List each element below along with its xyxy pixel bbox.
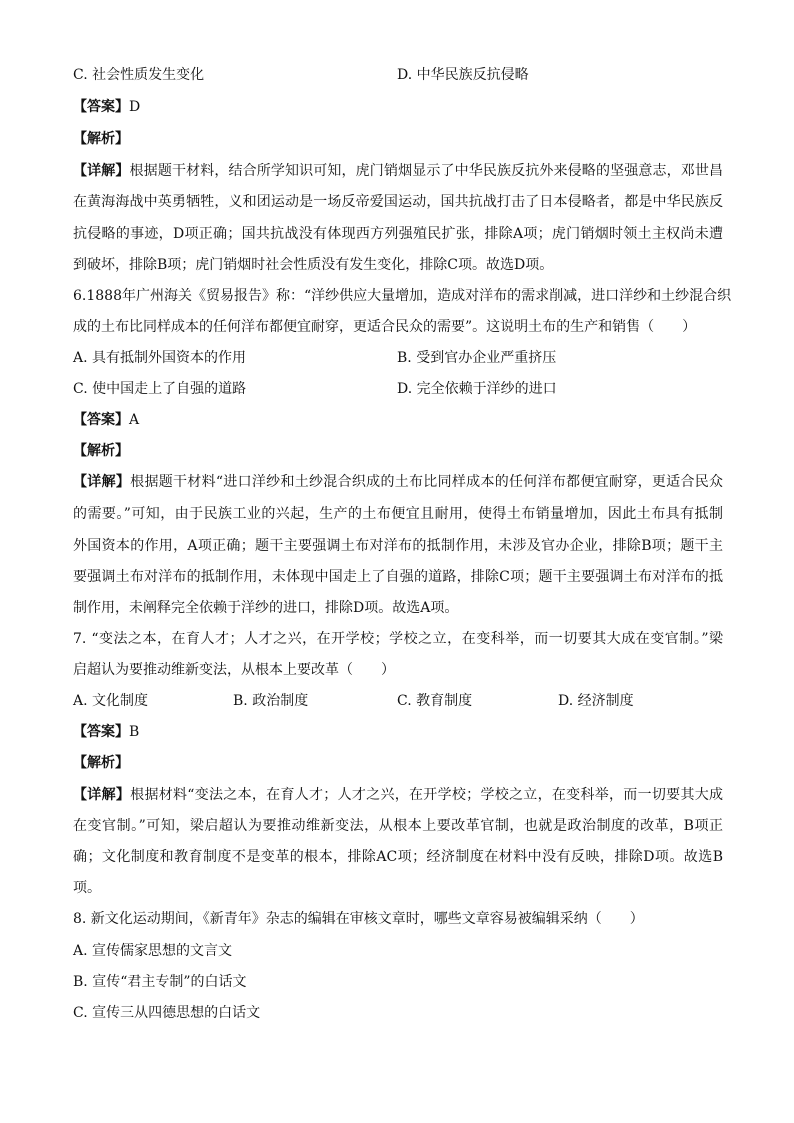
q7-detail-line	[73, 785, 723, 805]
answer-tag: 【答案】	[73, 99, 129, 115]
q5-detail-line: 到破坏，排除B项；虎门销烟时社会性质没有发生变化，排除C项。故选D项。	[73, 257, 554, 273]
answer-tag: 【答案】	[73, 724, 129, 740]
q5-analysis-heading	[73, 129, 723, 149]
q7-stem-line: 启超认为要推动维新变法，从根本上要改革（ ）	[73, 662, 395, 678]
q7-detail-line: 项。	[73, 880, 101, 896]
q6-stem-line: 6.1888年广州海关《贸易报告》称：“洋纱供应大量增加，造成对洋布的需求削减，进口洋纱和土纱混合织	[73, 288, 732, 304]
q7-option-b: B. 政治制度	[233, 693, 309, 709]
detail-text: 根据题干材料“进口洋纱和土纱混合织成的土布比同样成本的任何洋布都便宜耐穿，更适合民众	[130, 474, 724, 490]
detail-tag: 【详解】	[73, 163, 130, 179]
q5-detail-line: 在黄海海战中英勇牺牲，义和团运动是一场反帝爱国运动，国共抗战打击了日本侵略者，都是中华民族反	[73, 194, 723, 210]
q8-option-b: B. 宣传“君主专制”的白话文	[73, 974, 247, 990]
q7-detail-line: 在变官制。”可知，梁启超认为要推动维新变法，从根本上要改革官制，也就是政治制度的改革，B项正	[73, 818, 723, 834]
q5-detail-line: 抗侵略的事迹，D项正确；国共抗战没有体现西方列强殖民扩张，排除A项；虎门销烟时领土主权尚未遭	[73, 226, 723, 242]
q6-detail-line: 要强调土布对洋布的抵制作用，未体现中国走上了自强的道路，排除C项；题干主要强调土布对洋布的抵	[73, 569, 723, 585]
q8-stem: 8. 新文化运动期间，《新青年》杂志的编辑在审核文章时，哪些文章容易被编辑采纳（ ）	[73, 911, 644, 927]
answer-value: B	[129, 724, 140, 740]
detail-text: 根据题干材料，结合所学知识可知，虎门销烟显示了中华民族反抗外来侵略的坚强意志，邓世昌	[129, 163, 724, 179]
analysis-tag: 【解析】	[73, 131, 129, 147]
q5-option-c: C. 社会性质发生变化	[73, 67, 205, 83]
q5-detail-line	[73, 161, 723, 181]
answer-tag: 【答案】	[73, 412, 129, 428]
q5-answer	[73, 97, 723, 117]
q6-detail-line: 的需要。”可知，由于民族工业的兴起，生产的土布便宜且耐用，使得土布销量增加，因此土布具有抵制	[73, 506, 723, 522]
q7-stem-line: 7. “变法之本，在育人才；人才之兴，在开学校；学校之立，在变科举，而一切要其大成在变官制。”梁	[73, 631, 723, 647]
analysis-tag: 【解析】	[73, 755, 129, 771]
detail-text: 根据材料“变法之本，在育人才；人才之兴，在开学校；学校之立，在变科举，而一切要其大成	[130, 787, 724, 803]
q6-option-c: C. 使中国走上了自强的道路	[73, 381, 247, 397]
q6-answer	[73, 410, 723, 430]
q7-detail-line: 确；文化制度和教育制度不是变革的根本，排除AC项；经济制度在材料中没有反映，排除D项。故选B	[73, 849, 723, 865]
q8-option-a: A. 宣传儒家思想的文言文	[73, 943, 233, 959]
q6-detail-line	[73, 472, 723, 492]
detail-tag: 【详解】	[73, 787, 131, 803]
q6-detail-line: 制作用，未阐释完全依赖于洋纱的进口，排除D项。故选A项。	[73, 600, 459, 616]
q5-option-d: D. 中华民族反抗侵略	[397, 67, 529, 83]
q7-analysis-heading	[73, 753, 723, 773]
q7-option-a: A. 文化制度	[73, 693, 149, 709]
detail-tag: 【详解】	[73, 474, 131, 490]
q8-option-c: C. 宣传三从四德思想的白话文	[73, 1005, 261, 1021]
q6-option-a: A. 具有抵制外国资本的作用	[73, 350, 247, 366]
answer-value: A	[129, 412, 140, 428]
answer-value: D	[129, 99, 141, 115]
q6-option-d: D. 完全依赖于洋纱的进口	[397, 381, 557, 397]
q7-answer	[73, 722, 723, 742]
q6-detail-line: 外国资本的作用，A项正确；题干主要强调土布对洋布的抵制作用，未涉及官办企业，排除B项；题干主	[73, 538, 723, 554]
q6-stem-line: 成的土布比同样成本的任何洋布都便宜耐穿，更适合民众的需要”。这说明土布的生产和销售（ ）	[73, 319, 697, 335]
analysis-tag: 【解析】	[73, 443, 129, 459]
q6-analysis-heading	[73, 441, 723, 461]
q7-option-c: C. 教育制度	[397, 693, 473, 709]
q6-option-b: B. 受到官办企业严重挤压	[397, 350, 557, 366]
q7-option-d: D. 经济制度	[558, 693, 634, 709]
